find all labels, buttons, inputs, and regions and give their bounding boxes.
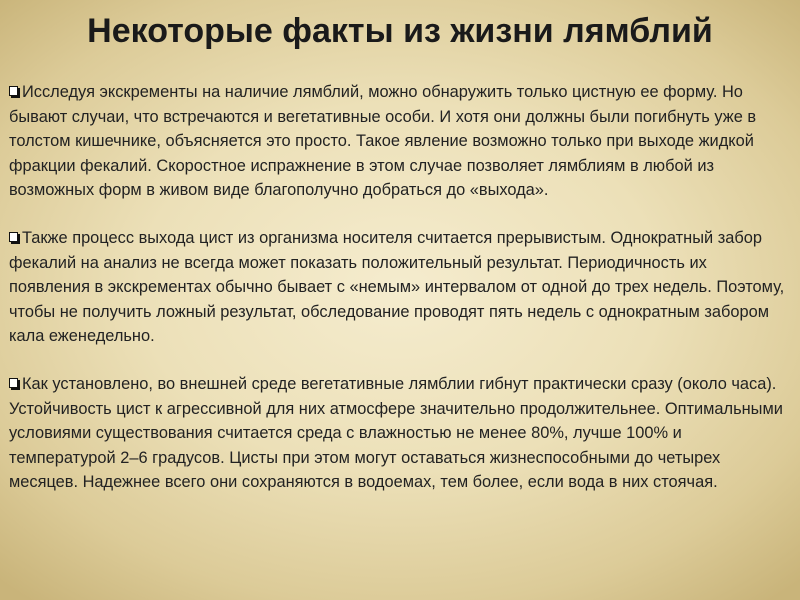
paragraph-2-text: Также процесс выхода цист из организма носителя считается прерывистым. Однократный забор фекалий на анализ не всегда может показать положительный результат. Периодичность их появления в экскрементах обычно бывает с «немым» интервалом от одной до трех недель. Поэтому, чтобы не получить ложный результат, обследование проводят пять недель с однократным забором кала еженедельно. [9,228,785,346]
paragraph-1-text: Исследуя экскременты на наличие лямблий, можно обнаружить только цистную ее форму. Но бывают случаи, что встречаются и вегетативные особи. И хотя они должны были погибнуть уже в толстом кишечнике, объясняется это просто. Такое явление возможно только при выходе жидкой фракции фекалий. Скоростное испражнение в этом случае позволяет лямблиям в любой из возможных форм в живом виде благополучно добраться до «выхода». [9,83,757,200]
paragraph-2 [9,226,791,349]
slide-title: Некоторые факты из жизни лямблий [87,12,713,50]
paragraph-1 [9,80,791,203]
square-bullet-icon [9,378,18,388]
square-bullet-icon [9,232,18,242]
paragraph-3-text: Как установлено, во внешней среде вегетативные лямблии гибнут практически сразу (около часа). Устойчивость цист к агрессивной для них атмосфере значительно продолжительнее. Оптимальными условиями существования считается среда с влажностью не менее 80%, лучше 100% и температурой 2–6 градусов. Цисты при этом могут оставаться жизнеспособными до четырех месяцев. Надежнее всего они сохраняются в водоемах, тем более, если вода в них стоячая. [9,374,783,492]
square-bullet-icon [9,86,18,96]
slide-content [9,80,791,518]
paragraph-3 [9,372,791,495]
